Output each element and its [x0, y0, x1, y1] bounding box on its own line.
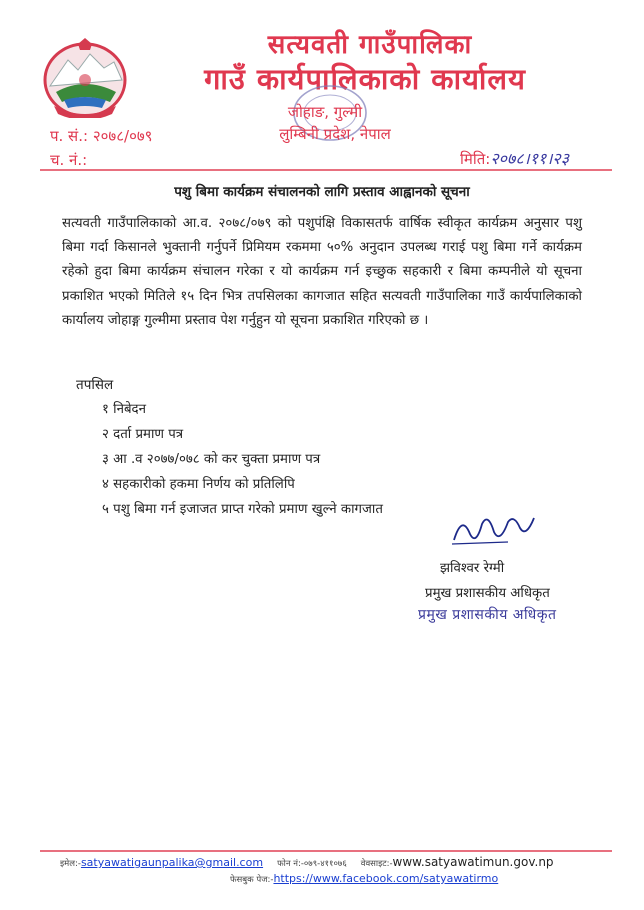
organization-name: सत्यवती गाउँपालिका	[267, 30, 473, 60]
email-label: इमेल:-	[60, 859, 81, 869]
website-link[interactable]: www.satyawatimun.gov.np	[392, 855, 554, 869]
document-list	[102, 400, 383, 525]
list-item: १ निबेदन	[102, 402, 146, 417]
header-divider	[40, 169, 612, 171]
phone-label: फोन नं:-०७९-४११०७६	[277, 859, 347, 869]
address-line-1: जोहाङ, गुल्मी	[287, 103, 363, 121]
signature-icon	[448, 510, 538, 550]
signer-name: झविश्वर रेग्मी	[440, 561, 505, 576]
notice-subject: पशु बिमा कार्यक्रम संचालनको लागि प्रस्ताव आह्वानको सूचना	[174, 184, 470, 200]
notice-paragraph: सत्यवती गाउँपालिकाको आ.व. २०७८/०७९ को पशुपंक्षि विकासतर्फ वार्षिक स्वीकृत कार्यक्रम अनुसार पशु बिमा गर्दा किसानले भुक्तानी गर्नुपर्ने प्रिमियम रकममा ५०% अनुदान उपलब्ध गराई पशु बिमा गर्ने कार्यक्रम रहेको हुदा बिमा कार्यक्रम संचालन गरेका र यो कार्यक्रम गर्न इच्छुक सहकारी र बिमा कम्पनीले यो सूचना प्रकाशित भएको मितिले १५ दिन भित्र तपसिलका कागजात सहित सत्यवती गाउँपालिका गाउँ कार्यपालिकाको कार्यालय जोहाङ्ग गुल्मीमा प्रस्ताव पेश गर्नुहुन यो सूचना प्रकाशित गरिएको छ ।	[62, 216, 582, 328]
list-title: तपसिल	[76, 377, 114, 393]
date-label: मिति:	[460, 150, 491, 168]
signer-designation: प्रमुख प्रशासकीय अधिकृत	[425, 586, 550, 601]
office-name: गाउँ कार्यपालिकाको कार्यालय	[204, 62, 526, 96]
reference-number	[50, 126, 152, 146]
ref-no-value: २०७८/०७९	[92, 127, 153, 145]
dispatch-label: च. नं.:	[50, 151, 88, 169]
list-item: ५ पशु बिमा गर्न इजाजत प्राप्त गरेको प्रमाण खुल्ने कागजात	[102, 502, 383, 517]
address-line-2: लुम्बिनी प्रदेश, नेपाल	[279, 125, 391, 143]
facebook-link[interactable]: https://www.facebook.com/satyawatirmo	[273, 872, 499, 885]
ref-no-label: प. सं.:	[50, 127, 89, 145]
dispatch-number	[50, 150, 87, 170]
footer-facebook	[230, 872, 498, 885]
designation-stamp: प्रमुख प्रशासकीय अधिकृत	[418, 607, 557, 623]
list-item: २ दर्ता प्रमाण पत्र	[102, 427, 184, 442]
list-item: ४ सहकारीको हकमा निर्णय को प्रतिलिपि	[102, 477, 295, 492]
facebook-label: फेसबुक पेज:-	[230, 875, 274, 885]
email-link[interactable]: satyawatigaunpalika@gmail.com	[80, 856, 264, 869]
footer-divider	[40, 850, 612, 852]
nepal-emblem-icon	[40, 36, 130, 118]
date-value: २०७८।११।२३	[490, 149, 570, 168]
letter-date	[460, 147, 569, 169]
website-label: वेवसाइट:-	[360, 859, 393, 869]
list-item: ३ आ .व २०७७/०७८ को कर चुक्ता प्रमाण पत्र	[102, 452, 321, 467]
footer-contact	[60, 855, 620, 869]
